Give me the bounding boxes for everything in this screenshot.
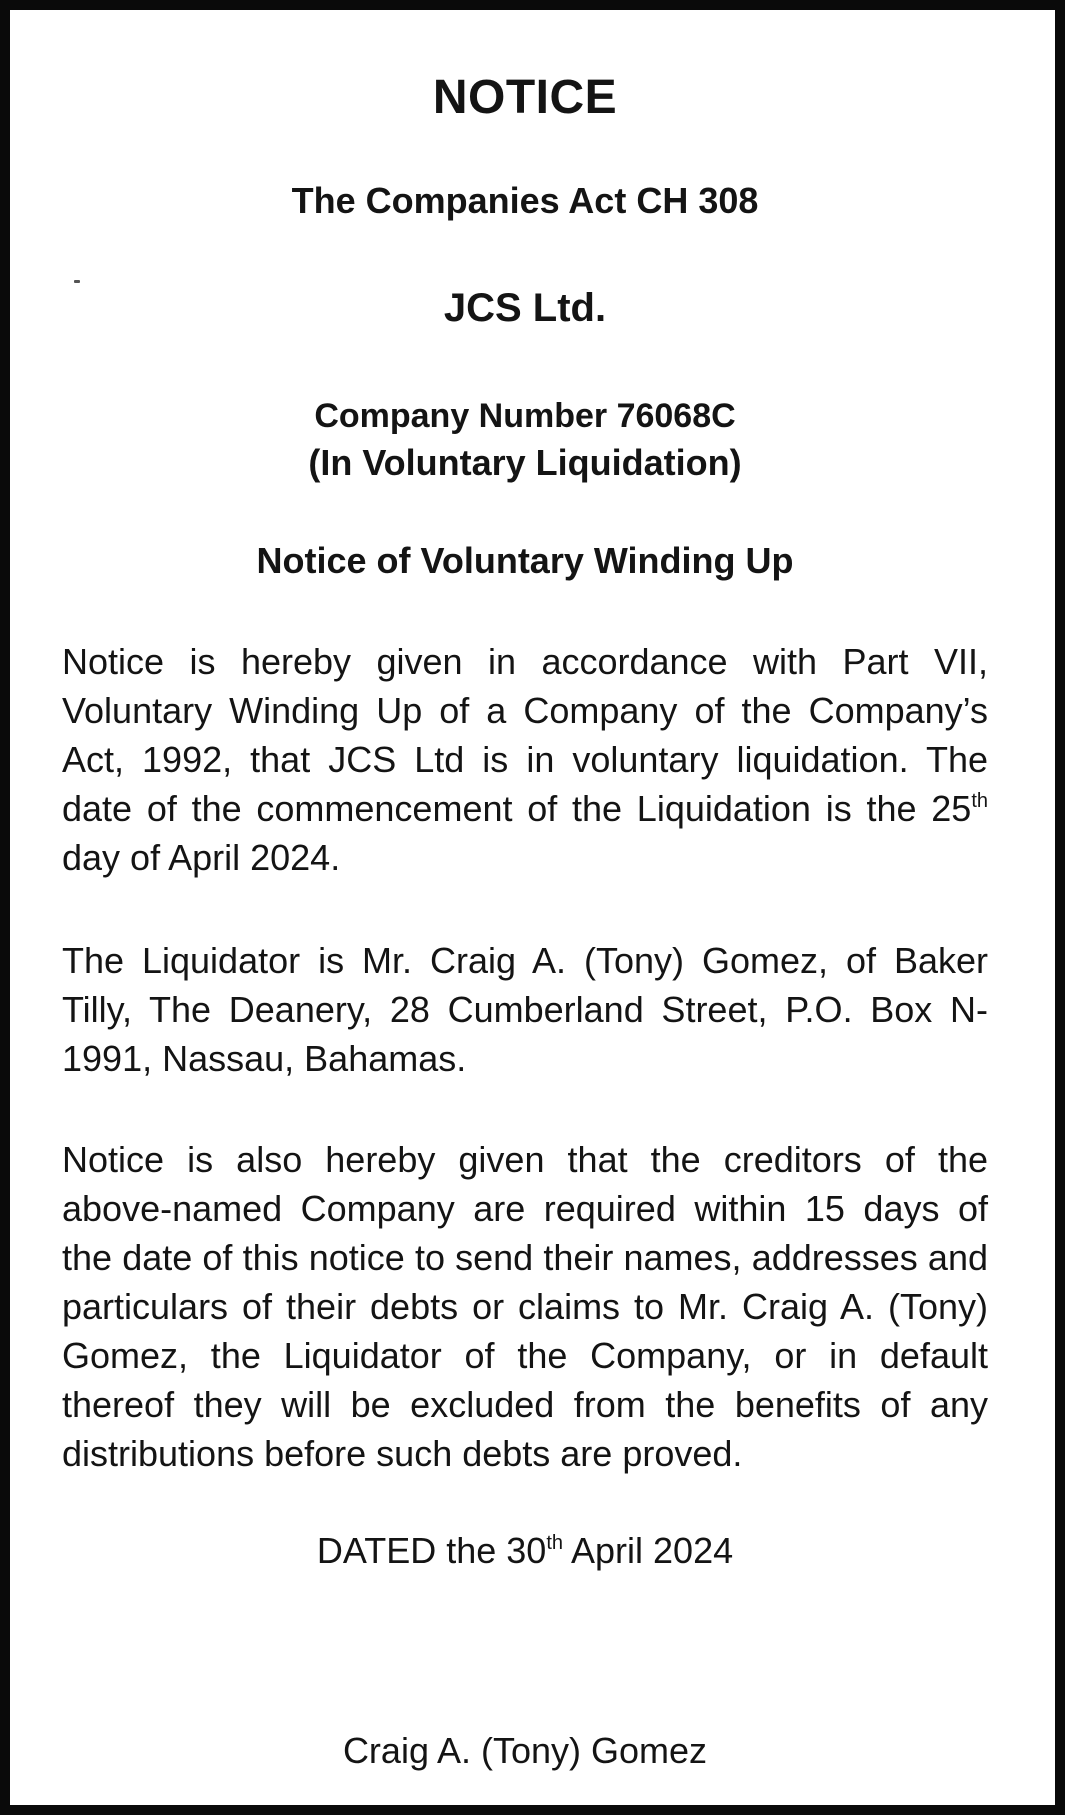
paragraph-commencement-end: day of April 2024. xyxy=(62,837,341,878)
company-name: JCS Ltd. xyxy=(443,286,607,330)
paragraph-liquidator: The Liquidator is Mr. Craig A. (Tony) Gomez, of Baker Tilly, The Deanery, 28 Cumberland Street, P.O. Box N-1991, Nassau, Bahamas. xyxy=(62,940,988,1079)
dated-prefix: DATED the 30 xyxy=(316,1530,547,1571)
dated-ordinal-suffix: th xyxy=(546,1532,563,1554)
dated-line xyxy=(62,1530,988,1572)
paragraph-commencement xyxy=(62,637,988,882)
paragraph-creditors: Notice is also hereby given that the creditors of the above-named Company are required within 15 days of the date of this notice to send their names, addresses and particulars of their debts or claims to Mr. Craig A. (Tony) Gomez, the Liquidator of the Company, or in default thereof they will be excluded from the benefits of any distributions before such debts are proved. xyxy=(62,1139,988,1474)
liquidation-status: (In Voluntary Liquidation) xyxy=(308,442,742,483)
paragraph-commencement-text: Notice is hereby given in accordance with Part VII, Voluntary Winding Up of a Company of the Company’s Act, 1992, that JCS Ltd is in voluntary liquidation. The date of the commencement of the Liquidation is the 25 xyxy=(62,641,988,829)
notice-subheading: Notice of Voluntary Winding Up xyxy=(256,540,794,581)
signature-name: Craig A. (Tony) Gomez xyxy=(342,1730,708,1771)
notice-title: NOTICE xyxy=(432,71,618,124)
scan-speck xyxy=(74,280,80,283)
act-reference: The Companies Act CH 308 xyxy=(291,180,759,221)
dated-suffix: April 2024 xyxy=(563,1530,734,1571)
company-number: Company Number 76068C xyxy=(314,397,736,435)
ordinal-suffix: th xyxy=(971,790,988,812)
